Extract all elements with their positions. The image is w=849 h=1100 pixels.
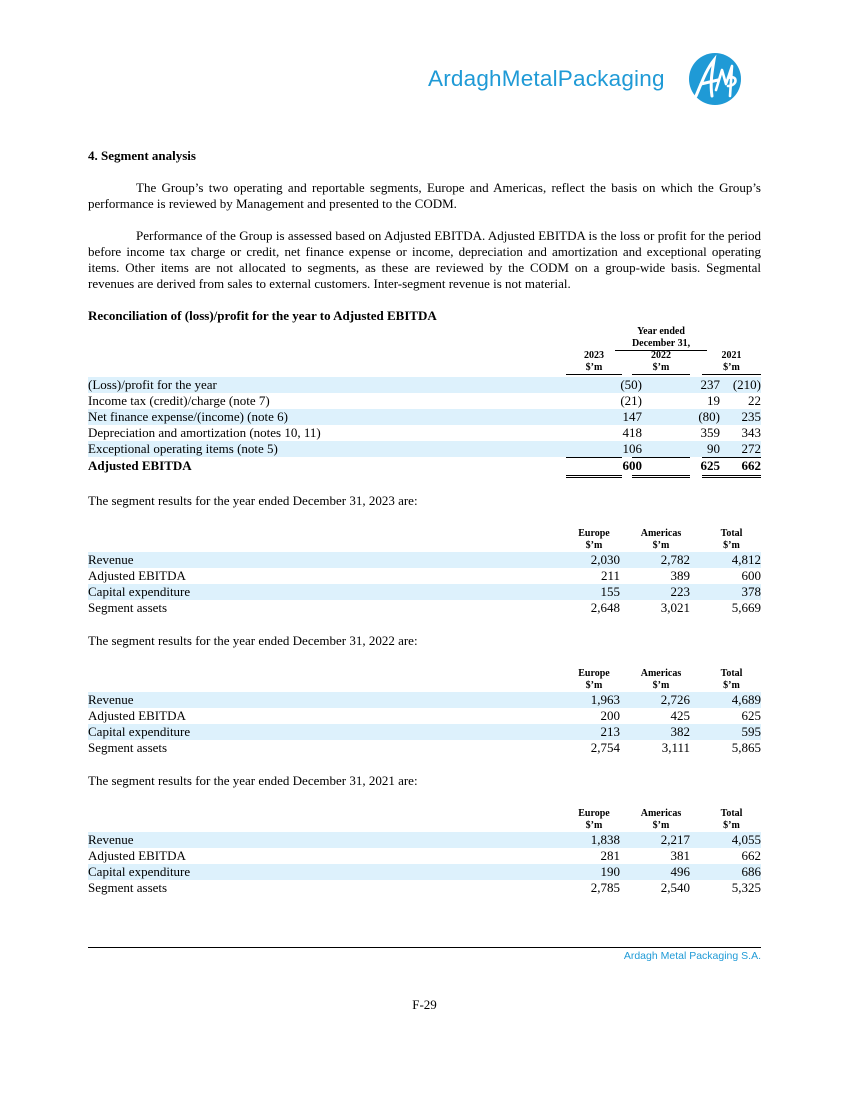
value-total: 378 [741, 584, 761, 599]
recon-row-adjusted-ebitda [88, 458, 761, 474]
col-name: Total [720, 668, 743, 679]
col-name: Europe [578, 528, 610, 539]
row-label: Net finance expense/(income) (note 6) [88, 409, 288, 424]
segment-2021-intro: The segment results for the year ended December 31, 2021 are: [88, 773, 418, 788]
value-total: 4,055 [731, 832, 761, 847]
col-name: Total [720, 808, 743, 819]
seg2021-row-assets [88, 880, 761, 896]
col-name: Europe [578, 668, 610, 679]
value-americas: 2,540 [660, 880, 690, 895]
col-name: Total [720, 528, 743, 539]
value-europe: 155 [600, 584, 620, 599]
value-europe: 1,963 [590, 692, 620, 707]
value-europe: 2,785 [590, 880, 620, 895]
page-number: F-29 [412, 997, 437, 1012]
seg2021-row-revenue [88, 832, 761, 848]
value-2023: 600 [622, 458, 642, 473]
value-americas: 223 [670, 584, 690, 599]
row-label: Depreciation and amortization (notes 10, 11) [88, 425, 321, 440]
row-label: Segment assets [88, 880, 168, 895]
seg2023-row-adjusted-ebitda [88, 568, 761, 584]
value-americas: 3,021 [660, 600, 690, 615]
company-logo-icon [688, 52, 742, 106]
row-label: Adjusted EBITDA [88, 708, 186, 723]
seg2022-col-americas [632, 668, 690, 693]
seg2023-col-europe [566, 528, 622, 553]
row-label: Segment assets [88, 740, 168, 755]
value-2021: 272 [741, 441, 761, 456]
col-unit: $’m [566, 540, 622, 553]
row-label: Revenue [88, 692, 134, 707]
row-label: Capital expenditure [88, 864, 191, 879]
row-label: Exceptional operating items (note 5) [88, 441, 278, 456]
col-unit: $’m [632, 540, 690, 553]
col-name: Americas [640, 668, 682, 679]
recon-total-rule-2023 [566, 475, 622, 478]
value-2021: 343 [741, 425, 761, 440]
value-2022: 19 [707, 393, 720, 408]
recon-total-rule-2022 [632, 475, 690, 478]
value-2023: 106 [622, 441, 642, 456]
seg2022-row-assets [88, 740, 761, 756]
value-total: 662 [741, 848, 761, 863]
col-unit: $’m [566, 820, 622, 833]
value-total: 625 [741, 708, 761, 723]
row-label: Capital expenditure [88, 584, 191, 599]
logo-word-packaging: Packaging [557, 66, 665, 91]
seg2021-row-capex [88, 864, 761, 880]
value-2023: 418 [622, 425, 642, 440]
seg2021-col-europe [566, 808, 622, 833]
seg2023-col-total [702, 528, 761, 553]
value-total: 595 [741, 724, 761, 739]
value-americas: 2,217 [660, 832, 690, 847]
value-total: 4,812 [731, 552, 761, 567]
value-total: 5,865 [731, 740, 761, 755]
footer-divider [88, 947, 761, 948]
recon-row-exceptional [88, 441, 761, 457]
col-unit: $’m [632, 680, 690, 693]
value-2022: 90 [707, 441, 720, 456]
recon-col-year-2022: 2022 [651, 350, 671, 361]
col-unit: $’m [702, 680, 761, 693]
value-americas: 425 [670, 708, 690, 723]
value-americas: 381 [670, 848, 690, 863]
value-2022: (80) [698, 409, 720, 424]
value-europe: 190 [600, 864, 620, 879]
value-total: 4,689 [731, 692, 761, 707]
segment-2023-intro: The segment results for the year ended December 31, 2023 are: [88, 493, 418, 508]
seg2022-col-total [702, 668, 761, 693]
value-2021: 22 [748, 393, 761, 408]
col-unit: $’m [566, 680, 622, 693]
value-europe: 1,838 [590, 832, 620, 847]
row-label: Adjusted EBITDA [88, 568, 186, 583]
value-europe: 2,030 [590, 552, 620, 567]
value-2023: (21) [620, 393, 642, 408]
segment-2022-intro: The segment results for the year ended December 31, 2022 are: [88, 633, 418, 648]
intro-paragraph-1-text: The Group’s two operating and reportable segments, Europe and Americas, reflect the basis on which the Group’s performance is reviewed by Management and presented to the CODM. [88, 180, 761, 211]
seg2023-row-capex [88, 584, 761, 600]
row-label: Adjusted EBITDA [88, 848, 186, 863]
logo-word-ardagh: Ardagh [428, 66, 502, 91]
recon-row-net-finance [88, 409, 761, 425]
seg2022-row-revenue [88, 692, 761, 708]
value-europe: 213 [600, 724, 620, 739]
value-europe: 2,754 [590, 740, 620, 755]
seg2022-row-capex [88, 724, 761, 740]
seg2023-row-assets [88, 600, 761, 616]
reconciliation-title: Reconciliation of (loss)/profit for the year to Adjusted EBITDA [88, 308, 437, 323]
seg2023-row-revenue [88, 552, 761, 568]
value-americas: 2,726 [660, 692, 690, 707]
recon-row-income-tax [88, 393, 761, 409]
col-unit: $’m [632, 820, 690, 833]
col-unit: $’m [702, 820, 761, 833]
recon-col-header-2023 [566, 350, 622, 375]
recon-col-unit-2021: $’m [702, 362, 761, 375]
recon-row-depreciation [88, 425, 761, 441]
row-label: Adjusted EBITDA [88, 458, 192, 473]
value-americas: 382 [670, 724, 690, 739]
seg2021-col-americas [632, 808, 690, 833]
row-label: Capital expenditure [88, 724, 191, 739]
value-americas: 496 [670, 864, 690, 879]
value-2023: (50) [620, 377, 642, 392]
value-2022: 359 [700, 425, 720, 440]
intro-paragraph-2-text: Performance of the Group is assessed based on Adjusted EBITDA. Adjusted EBITDA is the loss or profit for the period before income tax charge or credit, net finance expense or income, depreciation and amortization and exceptional operating items. Other items are not allocated to segments, as these are reviewed by the CODM on a group-wide basis. Segmental revenues are derived from sales to external customers. Inter-segment revenue is not material. [88, 228, 761, 291]
value-total: 686 [741, 864, 761, 879]
row-label: Income tax (credit)/charge (note 7) [88, 393, 270, 408]
col-name: Americas [640, 528, 682, 539]
seg2021-col-total [702, 808, 761, 833]
footer-company-name: Ardagh Metal Packaging S.A. [623, 950, 761, 962]
value-europe: 2,648 [590, 600, 620, 615]
value-2021: (210) [732, 377, 761, 392]
value-total: 5,669 [731, 600, 761, 615]
value-europe: 211 [600, 568, 620, 583]
reconciliation-period-header-text: Year ended December 31, [615, 326, 707, 351]
intro-paragraph-2 [88, 228, 761, 292]
company-logo-wordmark [428, 66, 688, 92]
value-total: 600 [741, 568, 761, 583]
value-americas: 2,782 [660, 552, 690, 567]
col-name: Europe [578, 808, 610, 819]
value-europe: 281 [600, 848, 620, 863]
recon-col-year-2023: 2023 [584, 350, 604, 361]
recon-col-header-2022 [632, 350, 690, 375]
value-2021: 235 [741, 409, 761, 424]
recon-col-year-2021: 2021 [721, 350, 742, 361]
value-americas: 389 [670, 568, 690, 583]
recon-col-unit-2022: $’m [632, 362, 690, 375]
row-label: Segment assets [88, 600, 168, 615]
value-2021: 662 [741, 458, 761, 473]
reconciliation-period-header [615, 326, 707, 351]
value-2022: 237 [700, 377, 720, 392]
col-name: Americas [640, 808, 682, 819]
intro-paragraph-1 [88, 180, 761, 212]
value-total: 5,325 [731, 880, 761, 895]
seg2023-col-americas [632, 528, 690, 553]
seg2022-col-europe [566, 668, 622, 693]
seg2021-row-adjusted-ebitda [88, 848, 761, 864]
row-label: Revenue [88, 552, 134, 567]
row-label: (Loss)/profit for the year [88, 377, 217, 392]
row-label: Revenue [88, 832, 134, 847]
section-title: 4. Segment analysis [88, 148, 196, 163]
value-europe: 200 [600, 708, 620, 723]
value-americas: 3,111 [661, 740, 690, 755]
recon-col-unit-2023: $’m [566, 362, 622, 375]
recon-col-header-2021 [702, 350, 761, 375]
recon-total-rule-2021 [702, 475, 761, 478]
value-2023: 147 [622, 409, 642, 424]
logo-word-metal: Metal [501, 66, 558, 91]
seg2022-row-adjusted-ebitda [88, 708, 761, 724]
col-unit: $’m [702, 540, 761, 553]
value-2022: 625 [700, 458, 720, 473]
recon-row-loss-profit [88, 377, 761, 393]
